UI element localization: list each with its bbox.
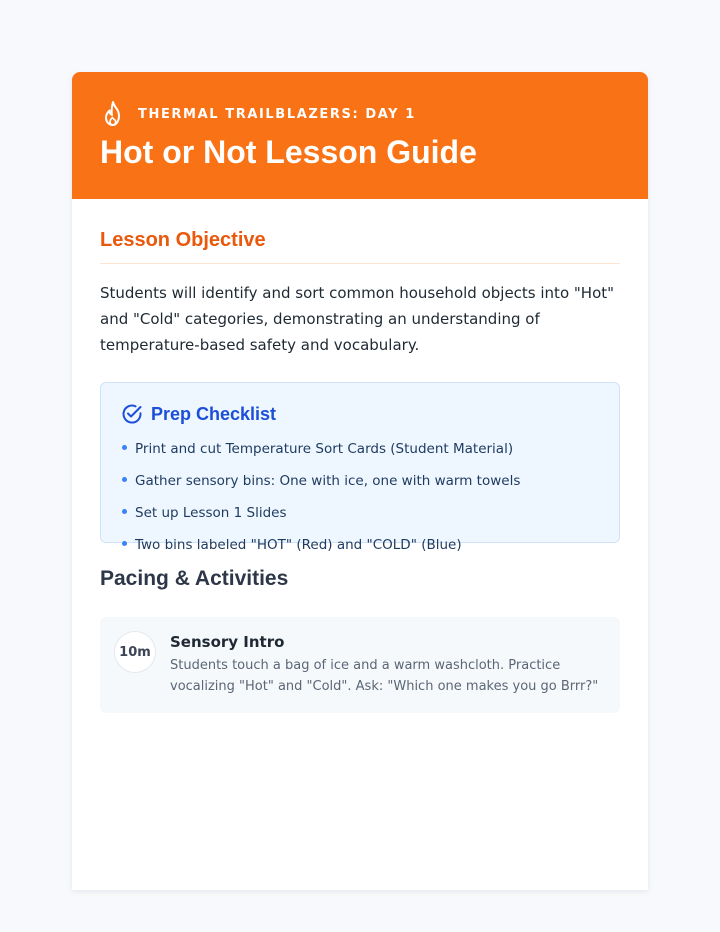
duration-badge: 10m <box>114 631 156 673</box>
activity-description: Students touch a bag of ice and a warm washcloth. Practice vocalizing "Hot" and "Cold". Ask: "Which one makes you go Brrr?" <box>170 658 599 694</box>
section-divider <box>100 263 620 264</box>
checklist-item: Print and cut Temperature Sort Cards (Student Material) <box>121 433 599 465</box>
course-label: THERMAL TRAILBLAZERS: DAY 1 <box>138 106 416 122</box>
pacing-heading: Pacing & Activities <box>100 567 289 590</box>
flame-icon <box>102 100 124 128</box>
lesson-header <box>72 72 648 199</box>
lesson-body <box>72 227 648 713</box>
lesson-card <box>72 72 648 890</box>
checklist-item: Two bins labeled "HOT" (Red) and "COLD" (Blue) <box>121 529 599 561</box>
activity-item <box>100 617 620 713</box>
objective-text: Students will identify and sort common household objects into "Hot" and "Cold" categories, demonstrating an understanding of temperature-based safety and vocabulary. <box>100 284 615 354</box>
checklist-title: Prep Checklist <box>151 403 277 424</box>
eyebrow <box>102 100 416 128</box>
check-circle-icon <box>121 403 143 425</box>
checklist-header <box>121 403 599 425</box>
checklist-items <box>121 433 599 561</box>
checklist-item: Set up Lesson 1 Slides <box>121 497 599 529</box>
objective-heading: Lesson Objective <box>100 229 266 251</box>
page-title: Hot or Not Lesson Guide <box>100 134 477 170</box>
checklist-item: Gather sensory bins: One with ice, one with warm towels <box>121 465 599 497</box>
prep-checklist <box>100 382 620 553</box>
activity-title: Sensory Intro <box>170 633 285 651</box>
activity-content <box>170 631 604 697</box>
